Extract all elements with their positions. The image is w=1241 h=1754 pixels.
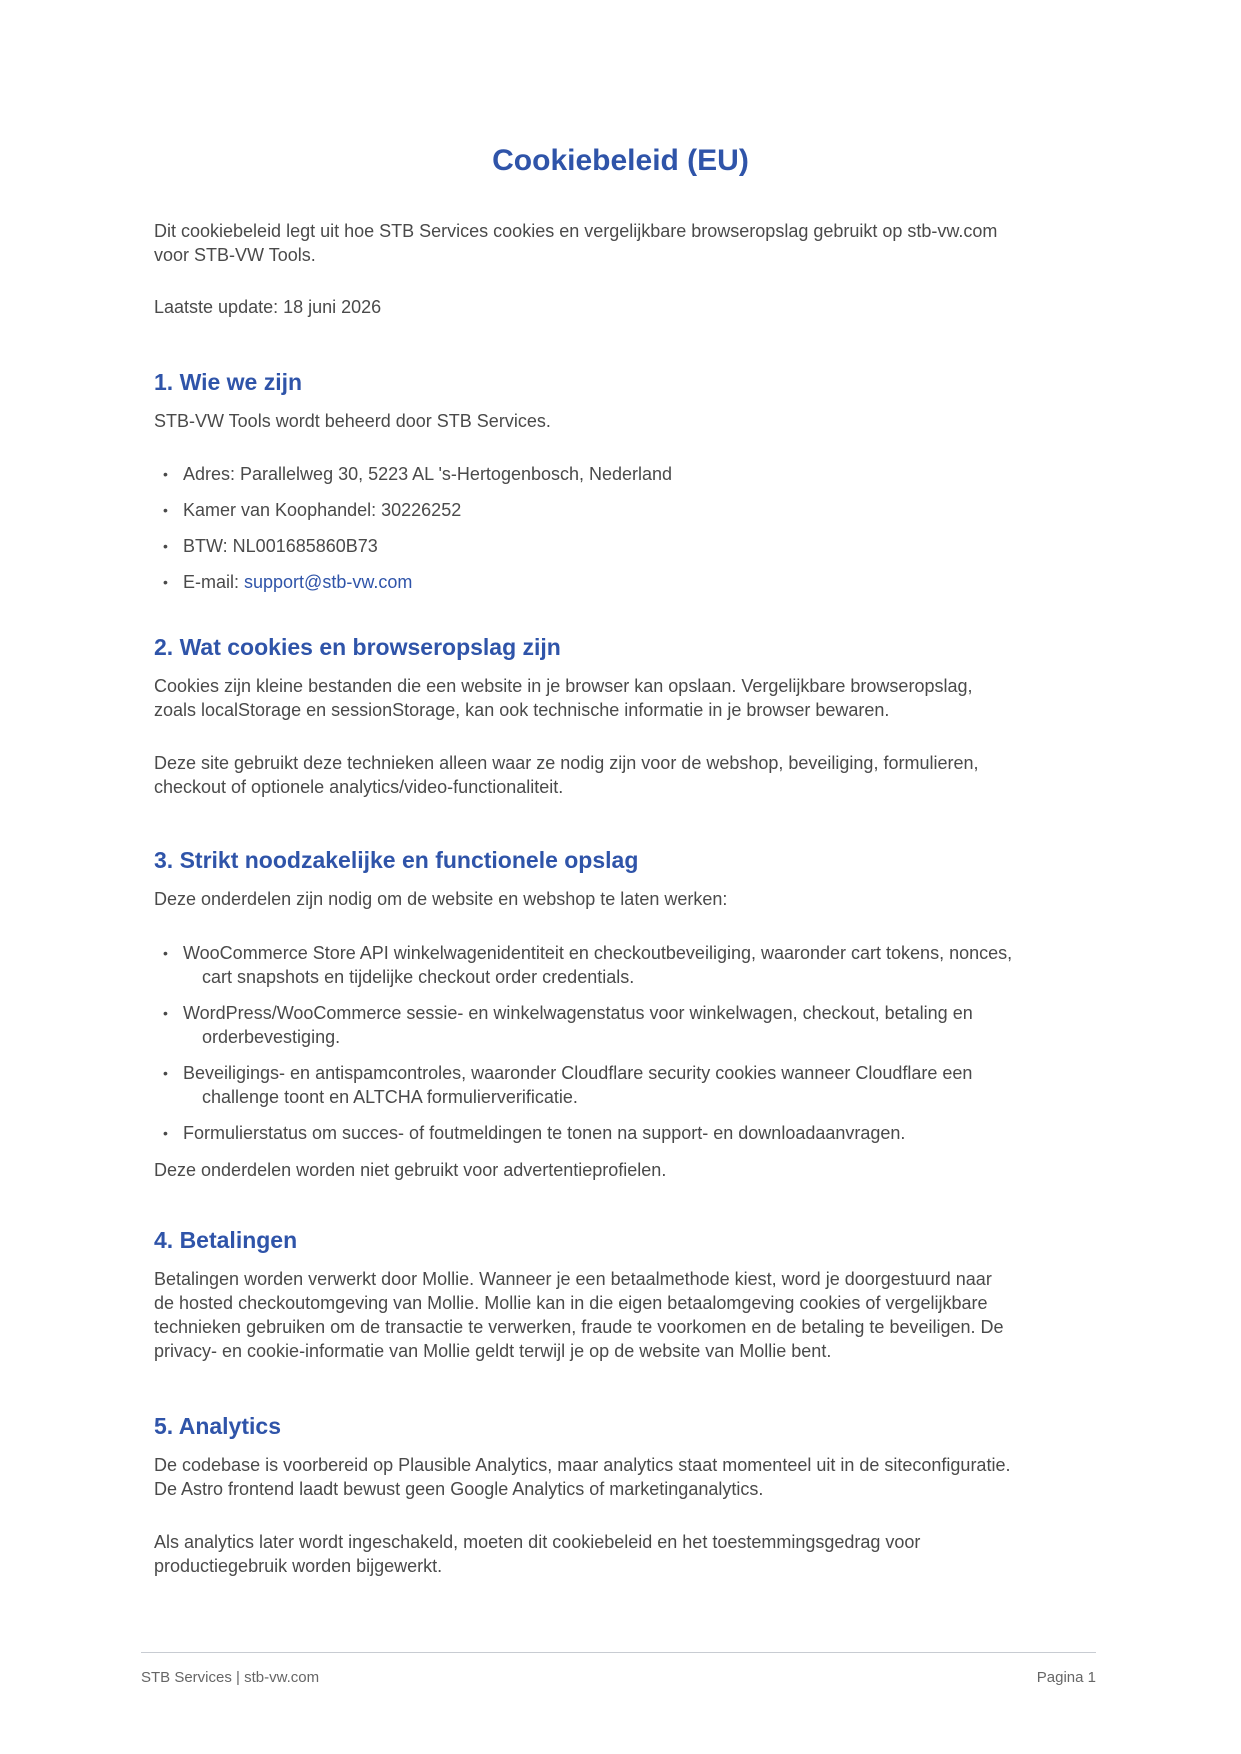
section-paragraph: De codebase is voorbereid op Plausible Analytics, maar analytics staat momenteel uit in de siteconfiguratie. De Astro frontend laadt bewust geen Google Analytics of marketinganalytics. [154,1455,1011,1499]
intro-paragraph [154,219,1094,267]
list-item: • WordPress/WooCommerce sessie- en winkelwagenstatus voor winkelwagen, checkout, betaling en orderbevestiging. [163,1003,973,1047]
list-item [154,570,1094,594]
email-link[interactable]: support@stb-vw.com [244,572,413,592]
bullet-icon: • [163,945,168,961]
section-heading: 3. Strikt noodzakelijke en functionele opslag [154,847,639,873]
last-updated: Laatste update: 18 juni 2026 [154,297,382,317]
section-paragraph: Als analytics later wordt ingeschakeld, moeten dit cookiebeleid en het toestemmingsgedrag voor productiegebruik worden bijgewerkt. [154,1532,921,1576]
list-item: • Kamer van Koophandel: 30226252 [163,500,462,520]
section-paragraph: Deze onderdelen zijn nodig om de website en webshop te laten werken: [154,889,728,909]
bullet-icon: • [163,466,168,482]
bullet-icon: • [163,1065,168,1081]
section-paragraph: Deze site gebruikt deze technieken alleen waar ze nodig zijn voor de webshop, beveiliging, formulieren, checkout of optionele analytics/video-functionaliteit. [154,753,979,797]
email-label: E-mail: [183,572,245,592]
list-item: • Beveiligings- en antispamcontroles, waaronder Cloudflare security cookies wanneer Cloudflare een challenge toont en ALTCHA formulierverificatie. [163,1063,973,1107]
section-paragraph: Cookies zijn kleine bestanden die een website in je browser kan opslaan. Vergelijkbare browseropslag, zoals localStorage en sessionStorage, kan ook technische informatie in je browser bewaren. [154,676,973,720]
section-paragraph: Deze onderdelen worden niet gebruikt voor advertentieprofielen. [154,1160,667,1180]
bullet-icon: • [163,502,168,518]
section-paragraph: Betalingen worden verwerkt door Mollie. Wanneer je een betaalmethode kiest, word je doorgestuurd naar de hosted checkoutomgeving van Mollie. Mollie kan in die eigen betaalomgeving cookies of vergelijkbare technieken gebruiken om de transactie te verwerken, fraude te voorkomen en de betaling te beveiligen. De privacy- en cookie-informatie van Mollie geldt terwijl je op de website van Mollie bent. [154,1269,1004,1361]
bullet-icon: • [163,574,168,590]
intro-line: voor STB-VW Tools. [154,245,316,265]
list-item: • Adres: Parallelweg 30, 5223 AL 's-Hertogenbosch, Nederland [163,464,673,484]
bullet-icon: • [163,538,168,554]
page-number: Pagina 1 [1036,1669,1096,1686]
list-item: • Formulierstatus om succes- of foutmeldingen te tonen na support- en downloadaanvragen. [163,1123,906,1143]
page-title: Cookiebeleid (EU) [492,144,749,177]
section-heading: 2. Wat cookies en browseropslag zijn [154,634,561,660]
list-item: • WooCommerce Store API winkelwagenidentiteit en checkoutbeveiliging, waaronder cart tokens, nonces, cart snapshots en tijdelijke checkout order credentials. [163,943,1013,987]
footer-left: STB Services | stb-vw.com [141,1669,320,1686]
section-heading: 4. Betalingen [154,1227,298,1253]
bullet-icon: • [163,1125,168,1141]
footer-divider [141,1652,1096,1653]
intro-line: Dit cookiebeleid legt uit hoe STB Services cookies en vergelijkbare browseropslag gebruikt op stb-vw.com [154,221,998,241]
bullet-icon: • [163,1005,168,1021]
section-paragraph: STB-VW Tools wordt beheerd door STB Services. [154,411,551,431]
list-item: • BTW: NL001685860B73 [163,536,378,556]
section-heading: 5. Analytics [154,1413,281,1439]
section-heading: 1. Wie we zijn [154,369,303,395]
